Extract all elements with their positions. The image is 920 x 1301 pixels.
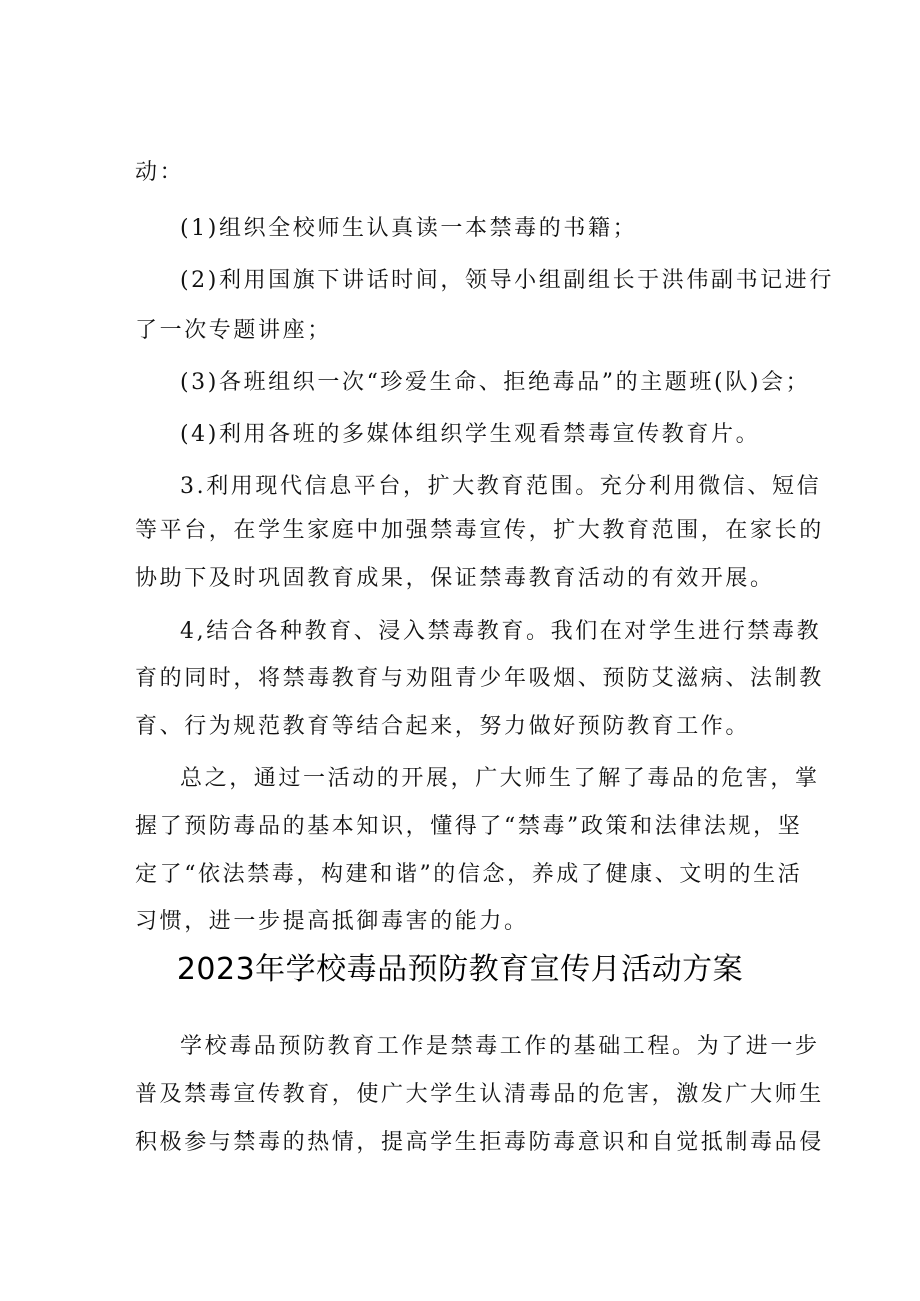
text-line: 总之，通过一活动的开展，广大师生了解了毒品的危害，掌: [180, 766, 820, 791]
text-line: 育的同时，将禁毒教育与劝阻青少年吸烟、预防艾滋病、法制教: [135, 666, 824, 691]
text-line: (1)组织全校师生认真读一本禁毒的书籍；: [180, 216, 638, 241]
text-line: 了一次专题讲座；: [135, 318, 332, 343]
text-line: 育、行为规范教育等结合起来，努力做好预防教育工作。: [135, 714, 751, 739]
text-line: (2)利用国旗下讲话时间，领导小组副组长于洪伟副书记进行: [180, 268, 834, 293]
text-line: (4)利用各班的多媒体组织学生观看禁毒宣传教育片。: [180, 422, 761, 447]
text-line: 3.利用现代信息平台，扩大教育范围。充分利用微信、短信: [180, 474, 822, 499]
document-title: 2023年学校毒品预防教育宣传月活动方案: [176, 952, 744, 987]
text-line: 动：: [135, 160, 185, 185]
text-line: 积极参与禁毒的热情，提高学生拒毒防毒意识和自觉抵制毒品侵: [135, 1130, 824, 1155]
text-line: 协助下及时巩固教育成果，保证禁毒教育活动的有效开展。: [135, 566, 775, 591]
text-line: 等平台，在学生家庭中加强禁毒宣传，扩大教育范围，在家长的: [135, 518, 824, 543]
text-line: 普及禁毒宣传教育，使广大学生认清毒品的危害，激发广大师生: [135, 1082, 824, 1107]
text-line: 学校毒品预防教育工作是禁毒工作的基础工程。为了进一步: [180, 1034, 820, 1059]
text-line: 4,结合各种教育、浸入禁毒教育。我们在对学生进行禁毒教: [180, 619, 822, 644]
text-line: 握了预防毒品的基本知识，懂得了“禁毒”政策和法律法规，坚: [135, 814, 803, 839]
text-line: 定了“依法禁毒，构建和谐”的信念，养成了健康、文明的生活: [135, 862, 803, 887]
text-line: (3)各班组织一次“珍爱生命、拒绝毒品”的主题班(队)会；: [180, 370, 811, 395]
text-line: 习惯，进一步提高抵御毒害的能力。: [135, 909, 529, 934]
